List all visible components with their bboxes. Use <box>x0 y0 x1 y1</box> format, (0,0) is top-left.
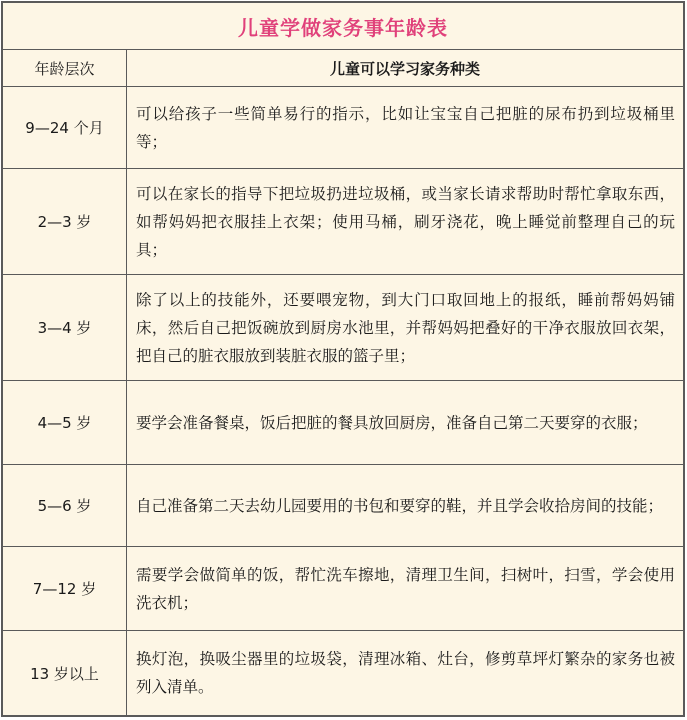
table-row <box>3 547 684 631</box>
chores-cell: 需要学会做简单的饭，帮忙洗车擦地，清理卫生间，扫树叶，扫雪，学会使用洗衣机； <box>127 547 684 631</box>
age-cell: 13 岁以上 <box>3 631 127 716</box>
chores-cell: 除了以上的技能外，还要喂宠物，到大门口取回地上的报纸，睡前帮妈妈铺床，然后自己把饭碗放到厨房水池里，并帮妈妈把叠好的干净衣服放回衣架，把自己的脏衣服放到装脏衣服的篮子里； <box>127 275 684 381</box>
table-row <box>3 631 684 716</box>
header-age: 年龄层次 <box>3 50 127 87</box>
table <box>2 2 684 716</box>
table-row <box>3 275 684 381</box>
age-cell: 3—4 岁 <box>3 275 127 381</box>
chores-cell: 可以给孩子一些简单易行的指示，比如让宝宝自己把脏的尿布扔到垃圾桶里等； <box>127 87 684 169</box>
age-cell: 4—5 岁 <box>3 381 127 465</box>
chores-cell: 要学会准备餐桌，饭后把脏的餐具放回厨房，准备自己第二天要穿的衣服； <box>127 381 684 465</box>
age-cell: 5—6 岁 <box>3 465 127 547</box>
table-row <box>3 465 684 547</box>
chores-age-table <box>1 1 685 717</box>
age-cell: 2—3 岁 <box>3 169 127 275</box>
age-cell: 9—24 个月 <box>3 87 127 169</box>
table-title: 儿童学做家务事年龄表 <box>3 3 684 50</box>
chores-cell: 自己准备第二天去幼儿园要用的书包和要穿的鞋，并且学会收拾房间的技能； <box>127 465 684 547</box>
header-chores: 儿童可以学习家务种类 <box>127 50 684 87</box>
title-row <box>3 3 684 50</box>
header-row <box>3 50 684 87</box>
table-row <box>3 87 684 169</box>
chores-cell: 可以在家长的指导下把垃圾扔进垃圾桶，或当家长请求帮助时帮忙拿取东西，如帮妈妈把衣服挂上衣架；使用马桶，刷牙浇花，晚上睡觉前整理自己的玩具； <box>127 169 684 275</box>
table-row <box>3 169 684 275</box>
table-row <box>3 381 684 465</box>
chores-cell: 换灯泡，换吸尘器里的垃圾袋，清理冰箱、灶台，修剪草坪灯繁杂的家务也被列入清单。 <box>127 631 684 716</box>
age-cell: 7—12 岁 <box>3 547 127 631</box>
